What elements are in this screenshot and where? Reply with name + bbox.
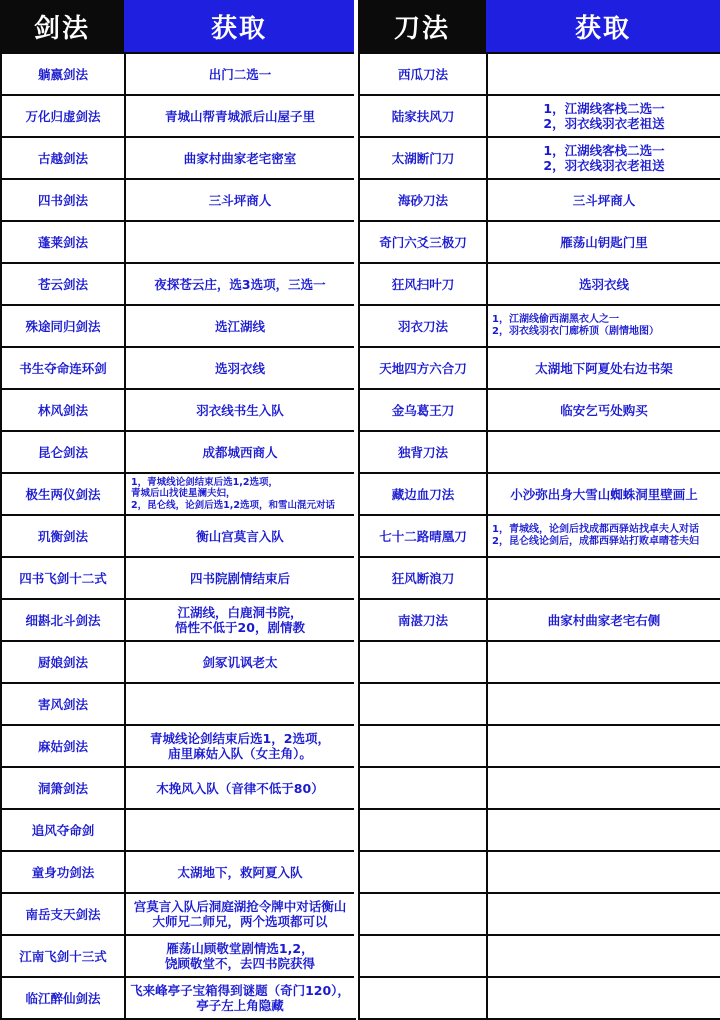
blade-name-cell: 奇门六爻三极刀: [359, 221, 487, 263]
blade-source-cell: 三斗坪商人: [487, 179, 720, 221]
sword-name-cell: 躺嬴剑法: [1, 53, 125, 95]
sword-source-cell: [125, 221, 355, 263]
blade-name-cell: 狂风扫叶刀: [359, 263, 487, 305]
sword-name-cell: 四书飞剑十二式: [1, 557, 125, 599]
blade-row: [359, 389, 720, 431]
blade-row: [359, 641, 720, 683]
blade-source-cell: 太湖地下阿夏处右边书架: [487, 347, 720, 389]
sword-source-cell: 太湖地下，救阿夏入队: [125, 851, 355, 893]
blade-name-cell: 海砂刀法: [359, 179, 487, 221]
sword-source-cell: 三斗坪商人: [125, 179, 355, 221]
blade-source-cell: [487, 809, 720, 851]
sword-row: [1, 263, 355, 305]
blade-source-cell: [487, 767, 720, 809]
blade-source-cell: 曲家村曲家老宅右侧: [487, 599, 720, 641]
sword-name-cell: 万化归虚剑法: [1, 95, 125, 137]
blade-row: [359, 809, 720, 851]
blade-name-cell: 羽衣刀法: [359, 305, 487, 347]
sword-source-cell: 宫莫言入队后洞庭湖抢令牌中对话衡山 大师兄二师兄，两个选项都可以: [125, 893, 355, 935]
sword-name-cell: 麻姑剑法: [1, 725, 125, 767]
sword-row: [1, 389, 355, 431]
sword-row: [1, 725, 355, 767]
sword-name-cell: 昆仑剑法: [1, 431, 125, 473]
sword-source-cell: 四书院剧情结束后: [125, 557, 355, 599]
blade-source-cell: 1，江湖线偷西湖黑衣人之一 2，羽衣线羽衣门廊桥顶（剧情地图）: [487, 305, 720, 347]
sword-name-cell: 书生夺命连环剑: [1, 347, 125, 389]
blade-row: [359, 95, 720, 137]
blade-source-cell: [487, 725, 720, 767]
blade-source-cell: 临安乞丐处购买: [487, 389, 720, 431]
blade-row: [359, 221, 720, 263]
sword-row: [1, 767, 355, 809]
blade-source-cell: [487, 851, 720, 893]
sword-table: [0, 52, 356, 1020]
blade-name-cell: [359, 641, 487, 683]
sword-source-cell: 江湖线，白鹿洞书院， 悟性不低于20，剧情教: [125, 599, 355, 641]
sword-row: [1, 95, 355, 137]
blade-row: [359, 557, 720, 599]
blade-source-cell: 小沙弥出身大雪山蜘蛛洞里壁画上: [487, 473, 720, 515]
blade-row: [359, 305, 720, 347]
sword-source-cell: 剑冢讥讽老太: [125, 641, 355, 683]
sword-row: [1, 347, 355, 389]
sword-row: [1, 683, 355, 725]
sword-row: [1, 893, 355, 935]
blade-row: [359, 137, 720, 179]
sword-row: [1, 641, 355, 683]
blade-source-cell: [487, 431, 720, 473]
blade-name-cell: 南湛刀法: [359, 599, 487, 641]
blade-row: [359, 179, 720, 221]
sword-row: [1, 515, 355, 557]
sword-row: [1, 137, 355, 179]
blade-source-cell: [487, 683, 720, 725]
sword-row: [1, 599, 355, 641]
sword-name-cell: 极生两仪剑法: [1, 473, 125, 515]
sword-name-cell: 殊途同归剑法: [1, 305, 125, 347]
blade-name-cell: 太湖断门刀: [359, 137, 487, 179]
blade-name-cell: [359, 977, 487, 1019]
blade-name-cell: 金乌葛王刀: [359, 389, 487, 431]
sword-source-cell: 选江湖线: [125, 305, 355, 347]
sword-name-cell: 蓬莱剑法: [1, 221, 125, 263]
sword-name-cell: 江南飞剑十三式: [1, 935, 125, 977]
blade-source-cell: [487, 641, 720, 683]
blade-name-cell: 七十二路晴凰刀: [359, 515, 487, 557]
sword-row: [1, 221, 355, 263]
sword-name-cell: 追风夺命剑: [1, 809, 125, 851]
blade-source-cell: [487, 935, 720, 977]
blade-name-cell: [359, 767, 487, 809]
sword-row: [1, 809, 355, 851]
sword-name-cell: 古越剑法: [1, 137, 125, 179]
sword-source-cell: 衡山宫莫言入队: [125, 515, 355, 557]
blade-row: [359, 977, 720, 1019]
blade-name-cell: 西瓜刀法: [359, 53, 487, 95]
sword-source-cell: [125, 809, 355, 851]
blade-source-cell: [487, 53, 720, 95]
sword-source-cell: 青城线论剑结束后选1，2选项， 庙里麻姑入队（女主角）。: [125, 725, 355, 767]
blade-name-cell: [359, 935, 487, 977]
blade-name-cell: 狂风断浪刀: [359, 557, 487, 599]
blade-source-cell: 1，青城线，论剑后找成都西驿站找卓夫人对话 2，昆仑线论剑后，成都西驿站打败卓晴苍夫妇: [487, 515, 720, 557]
sword-row: [1, 431, 355, 473]
sword-row: [1, 179, 355, 221]
blade-row: [359, 725, 720, 767]
sword-source-cell: 雁荡山顾敬堂剧情选1,2， 饶顾敬堂不，去四书院获得: [125, 935, 355, 977]
blade-get-header: 获取: [486, 0, 720, 52]
sword-name-cell: 厨娘剑法: [1, 641, 125, 683]
sword-source-cell: 1，青城线论剑结束后选1,2选项， 青城后山找徒星澜夫妇， 2，昆仑线，论剑后选1,2选项，和雪山混元对话: [125, 473, 355, 515]
blade-source-cell: 雁荡山钥匙门里: [487, 221, 720, 263]
sword-source-cell: 羽衣线书生入队: [125, 389, 355, 431]
blade-source-cell: 1，江湖线客栈二选一 2，羽衣线羽衣老祖送: [487, 137, 720, 179]
blade-table: [358, 52, 720, 1020]
sword-source-cell: 曲家村曲家老宅密室: [125, 137, 355, 179]
blade-row: [359, 53, 720, 95]
blade-name-cell: [359, 725, 487, 767]
blade-name-cell: [359, 851, 487, 893]
blade-source-cell: 选羽衣线: [487, 263, 720, 305]
blade-row: [359, 263, 720, 305]
blade-name-cell: 藏边血刀法: [359, 473, 487, 515]
blade-name-cell: [359, 893, 487, 935]
sword-name-cell: 林风剑法: [1, 389, 125, 431]
sword-row: [1, 557, 355, 599]
sword-row: [1, 851, 355, 893]
blade-source-cell: [487, 977, 720, 1019]
blade-name-cell: 天地四方六合刀: [359, 347, 487, 389]
blade-row: [359, 473, 720, 515]
blade-row: [359, 935, 720, 977]
sword-source-cell: 成都城西商人: [125, 431, 355, 473]
sword-source-cell: [125, 683, 355, 725]
sword-source-cell: 木挽风入队（音律不低于80）: [125, 767, 355, 809]
sword-source-cell: 选羽衣线: [125, 347, 355, 389]
blade-name-cell: [359, 683, 487, 725]
sword-name-cell: 害风剑法: [1, 683, 125, 725]
sword-row: [1, 305, 355, 347]
sword-row: [1, 977, 355, 1019]
blade-header: 刀法: [358, 0, 486, 52]
blade-source-cell: 1，江湖线客栈二选一 2，羽衣线羽衣老祖送: [487, 95, 720, 137]
blade-row: [359, 767, 720, 809]
sword-name-cell: 玑衡剑法: [1, 515, 125, 557]
blade-name-cell: 陆家扶风刀: [359, 95, 487, 137]
blade-row: [359, 893, 720, 935]
sword-name-cell: 细斟北斗剑法: [1, 599, 125, 641]
sword-name-cell: 南岳支天剑法: [1, 893, 125, 935]
blade-source-cell: [487, 893, 720, 935]
blade-row: [359, 431, 720, 473]
blade-row: [359, 599, 720, 641]
sword-header: 剑法: [0, 0, 124, 52]
blade-source-cell: [487, 557, 720, 599]
sword-name-cell: 临江醉仙剑法: [1, 977, 125, 1019]
sword-row: [1, 935, 355, 977]
sword-source-cell: 飞来峰亭子宝箱得到谜题（奇门120）， 亭子左上角隐藏: [125, 977, 355, 1019]
sword-source-cell: 夜探苍云庄，选3选项，三选一: [125, 263, 355, 305]
sword-name-cell: 苍云剑法: [1, 263, 125, 305]
blade-name-cell: [359, 809, 487, 851]
sword-source-cell: 出门二选一: [125, 53, 355, 95]
sword-row: [1, 473, 355, 515]
sword-name-cell: 童身功剑法: [1, 851, 125, 893]
sword-source-cell: 青城山帮青城派后山屋子里: [125, 95, 355, 137]
blade-name-cell: 独背刀法: [359, 431, 487, 473]
sword-get-header: 获取: [124, 0, 354, 52]
sword-name-cell: 四书剑法: [1, 179, 125, 221]
blade-row: [359, 347, 720, 389]
blade-row: [359, 683, 720, 725]
blade-row: [359, 515, 720, 557]
blade-row: [359, 851, 720, 893]
sword-name-cell: 洞箫剑法: [1, 767, 125, 809]
sword-row: [1, 53, 355, 95]
